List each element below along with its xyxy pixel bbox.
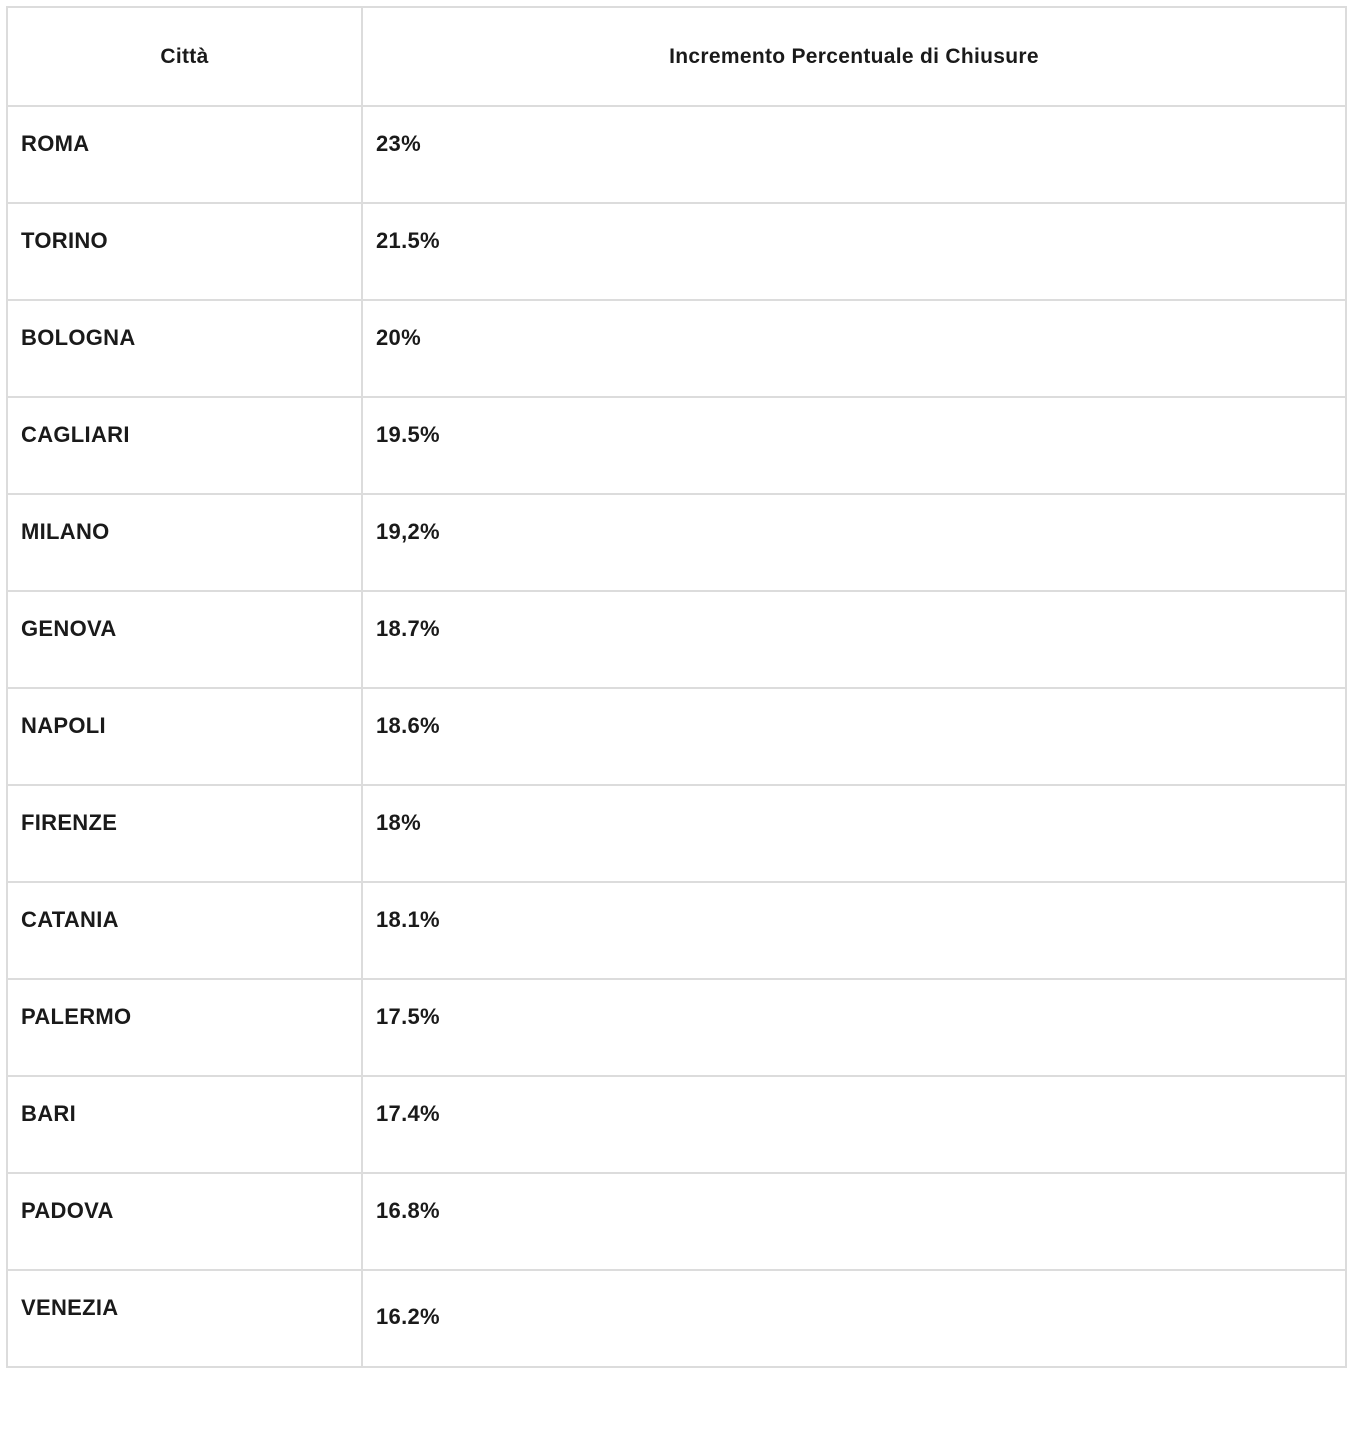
table-header-row	[7, 7, 1346, 106]
value-cell: 18.6%	[362, 688, 1346, 785]
city-cell: VENEZIA	[7, 1270, 362, 1367]
table-row	[7, 882, 1346, 979]
value-cell: 18.7%	[362, 591, 1346, 688]
header-city: Città	[7, 7, 362, 106]
table-row	[7, 300, 1346, 397]
value-cell: 23%	[362, 106, 1346, 203]
closures-table	[6, 6, 1347, 1368]
city-cell: ROMA	[7, 106, 362, 203]
value-cell: 20%	[362, 300, 1346, 397]
header-increment: Incremento Percentuale di Chiusure	[362, 7, 1346, 106]
city-cell: NAPOLI	[7, 688, 362, 785]
table-row	[7, 591, 1346, 688]
table-row	[7, 203, 1346, 300]
table-row	[7, 1270, 1346, 1367]
city-cell: BARI	[7, 1076, 362, 1173]
value-cell: 18%	[362, 785, 1346, 882]
value-cell: 19,2%	[362, 494, 1346, 591]
table-row	[7, 397, 1346, 494]
value-cell: 18.1%	[362, 882, 1346, 979]
value-cell: 17.5%	[362, 979, 1346, 1076]
value-cell: 19.5%	[362, 397, 1346, 494]
table-row	[7, 1076, 1346, 1173]
city-cell: CATANIA	[7, 882, 362, 979]
value-cell: 21.5%	[362, 203, 1346, 300]
city-cell: BOLOGNA	[7, 300, 362, 397]
city-cell: GENOVA	[7, 591, 362, 688]
value-cell: 17.4%	[362, 1076, 1346, 1173]
value-cell: 16.2%	[362, 1270, 1346, 1367]
table-row	[7, 494, 1346, 591]
table-row	[7, 979, 1346, 1076]
table-row	[7, 1173, 1346, 1270]
city-cell: TORINO	[7, 203, 362, 300]
city-cell: MILANO	[7, 494, 362, 591]
city-cell: CAGLIARI	[7, 397, 362, 494]
table-row	[7, 106, 1346, 203]
value-cell: 16.8%	[362, 1173, 1346, 1270]
city-cell: FIRENZE	[7, 785, 362, 882]
table-row	[7, 688, 1346, 785]
city-cell: PADOVA	[7, 1173, 362, 1270]
city-cell: PALERMO	[7, 979, 362, 1076]
table-row	[7, 785, 1346, 882]
